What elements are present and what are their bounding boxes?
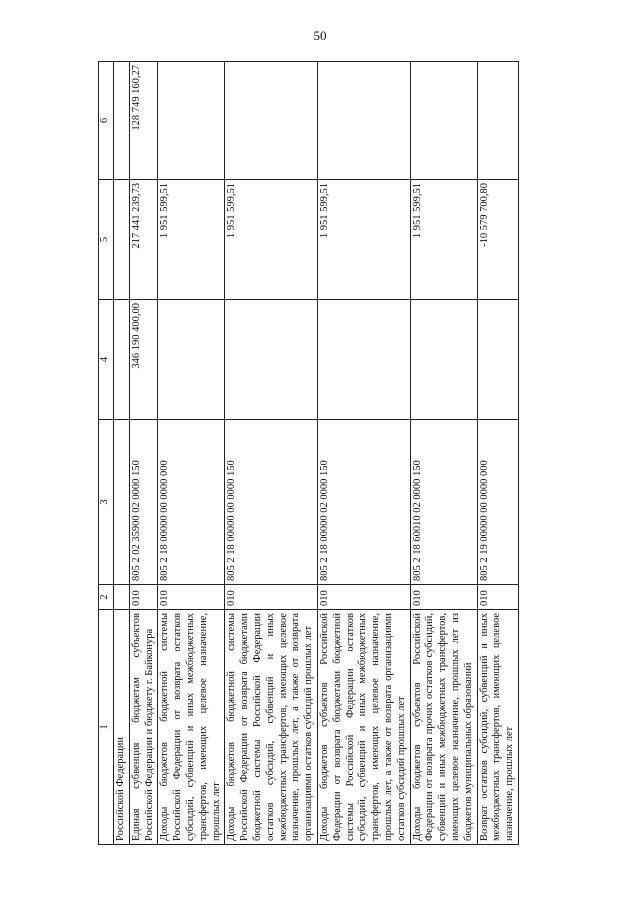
- row-unexecuted-cell: [158, 62, 225, 180]
- row-name-cell: Российской Федерации: [114, 610, 130, 845]
- row-executed-cell: 1 951 599,51: [225, 180, 318, 300]
- row-executed-cell: 217 441 239,73: [129, 180, 158, 300]
- page-number: 50: [313, 28, 327, 43]
- row-line-code-cell: 010: [317, 585, 410, 610]
- row-executed-cell: [114, 180, 130, 300]
- row-approved-plan-cell: [114, 300, 130, 420]
- table-row: [477, 62, 518, 845]
- column-header: 2: [99, 585, 114, 610]
- column-header: 1: [99, 610, 114, 845]
- column-header: 6: [99, 62, 114, 180]
- row-line-code-cell: 010: [225, 585, 318, 610]
- row-name-cell: Доходы бюджетов бюджетной системы Российской Федерации от возврата бюджетами бюджетной системы Российской Федерации остатков субсидий, субвенций и иных межбюджетных трансфертов, имеющих целевое назначение, прошлых лет, а также от возврата организациями остатков субсидий прошлых лет: [225, 610, 318, 845]
- table-row: [410, 62, 477, 845]
- row-unexecuted-cell: [114, 62, 130, 180]
- row-name-cell: Доходы бюджетов бюджетной системы Российской Федерации от возврата остатков субсидий, субвенций и иных межбюджетных трансфертов, имеющих целевое назначение, прошлых лет: [158, 610, 225, 845]
- table-row: [129, 62, 158, 845]
- row-executed-cell: 1 951 599,51: [410, 180, 477, 300]
- column-header: 4: [99, 300, 114, 420]
- row-approved-plan-cell: [477, 300, 518, 420]
- row-line-code-cell: 010: [410, 585, 477, 610]
- revenue-table: [98, 61, 519, 845]
- row-approved-plan-cell: 346 190 400,00: [129, 300, 158, 420]
- row-name-cell: Доходы бюджетов субъектов Российской Федерации от возврата бюджетами бюджетной системы Российской Федерации остатков субсидий, субвенций и иных межбюджетных трансфертов, имеющих целевое назначение, прошлых лет, а также от возврата организациями остатков субсидий прошлых лет: [317, 610, 410, 845]
- row-classification-code-cell: 805 2 18 00000 00 0000 000: [158, 420, 225, 585]
- row-name-cell: Возврат остатков субсидий, субвенций и иных межбюджетных трансфертов, имеющих целевое назначение, прошлых лет: [477, 610, 518, 845]
- row-unexecuted-cell: [225, 62, 318, 180]
- row-unexecuted-cell: [317, 62, 410, 180]
- row-classification-code-cell: 805 2 18 60010 02 0000 150: [410, 420, 477, 585]
- table-header-row: [99, 62, 114, 845]
- rotated-table-wrapper: [98, 62, 640, 845]
- row-executed-cell: 1 951 599,51: [317, 180, 410, 300]
- row-approved-plan-cell: [410, 300, 477, 420]
- table-row: [114, 62, 130, 845]
- row-name-cell: Единая субвенция бюджетам субъектов Российской Федерации и бюджету г. Байконура: [129, 610, 158, 845]
- row-approved-plan-cell: [158, 300, 225, 420]
- row-executed-cell: 1 951 599,51: [158, 180, 225, 300]
- table-row: [225, 62, 318, 845]
- row-approved-plan-cell: [317, 300, 410, 420]
- row-classification-code-cell: 805 2 19 00000 00 0000 000: [477, 420, 518, 585]
- row-unexecuted-cell: [410, 62, 477, 180]
- table-row: [317, 62, 410, 845]
- row-line-code-cell: 010: [477, 585, 518, 610]
- row-executed-cell: -10 579 700,80: [477, 180, 518, 300]
- column-header: 5: [99, 180, 114, 300]
- row-unexecuted-cell: [477, 62, 518, 180]
- row-classification-code-cell: 805 2 18 00000 00 0000 150: [225, 420, 318, 585]
- row-line-code-cell: 010: [158, 585, 225, 610]
- row-classification-code-cell: [114, 420, 130, 585]
- row-approved-plan-cell: [225, 300, 318, 420]
- row-line-code-cell: 010: [129, 585, 158, 610]
- row-unexecuted-cell: 128 749 160,27: [129, 62, 158, 180]
- row-name-cell: Доходы бюджетов субъектов Российской Федерации от возврата прочих остатков субсидий, субвенций и иных межбюджетных трансфертов, имеющих целевое назначение, прошлых лет из бюджетов муниципальных образований: [410, 610, 477, 845]
- row-classification-code-cell: 805 2 02 35900 02 0000 150: [129, 420, 158, 585]
- row-line-code-cell: [114, 585, 130, 610]
- column-header: 3: [99, 420, 114, 585]
- row-classification-code-cell: 805 2 18 00000 02 0000 150: [317, 420, 410, 585]
- table-row: [158, 62, 225, 845]
- table-frame: [98, 62, 640, 845]
